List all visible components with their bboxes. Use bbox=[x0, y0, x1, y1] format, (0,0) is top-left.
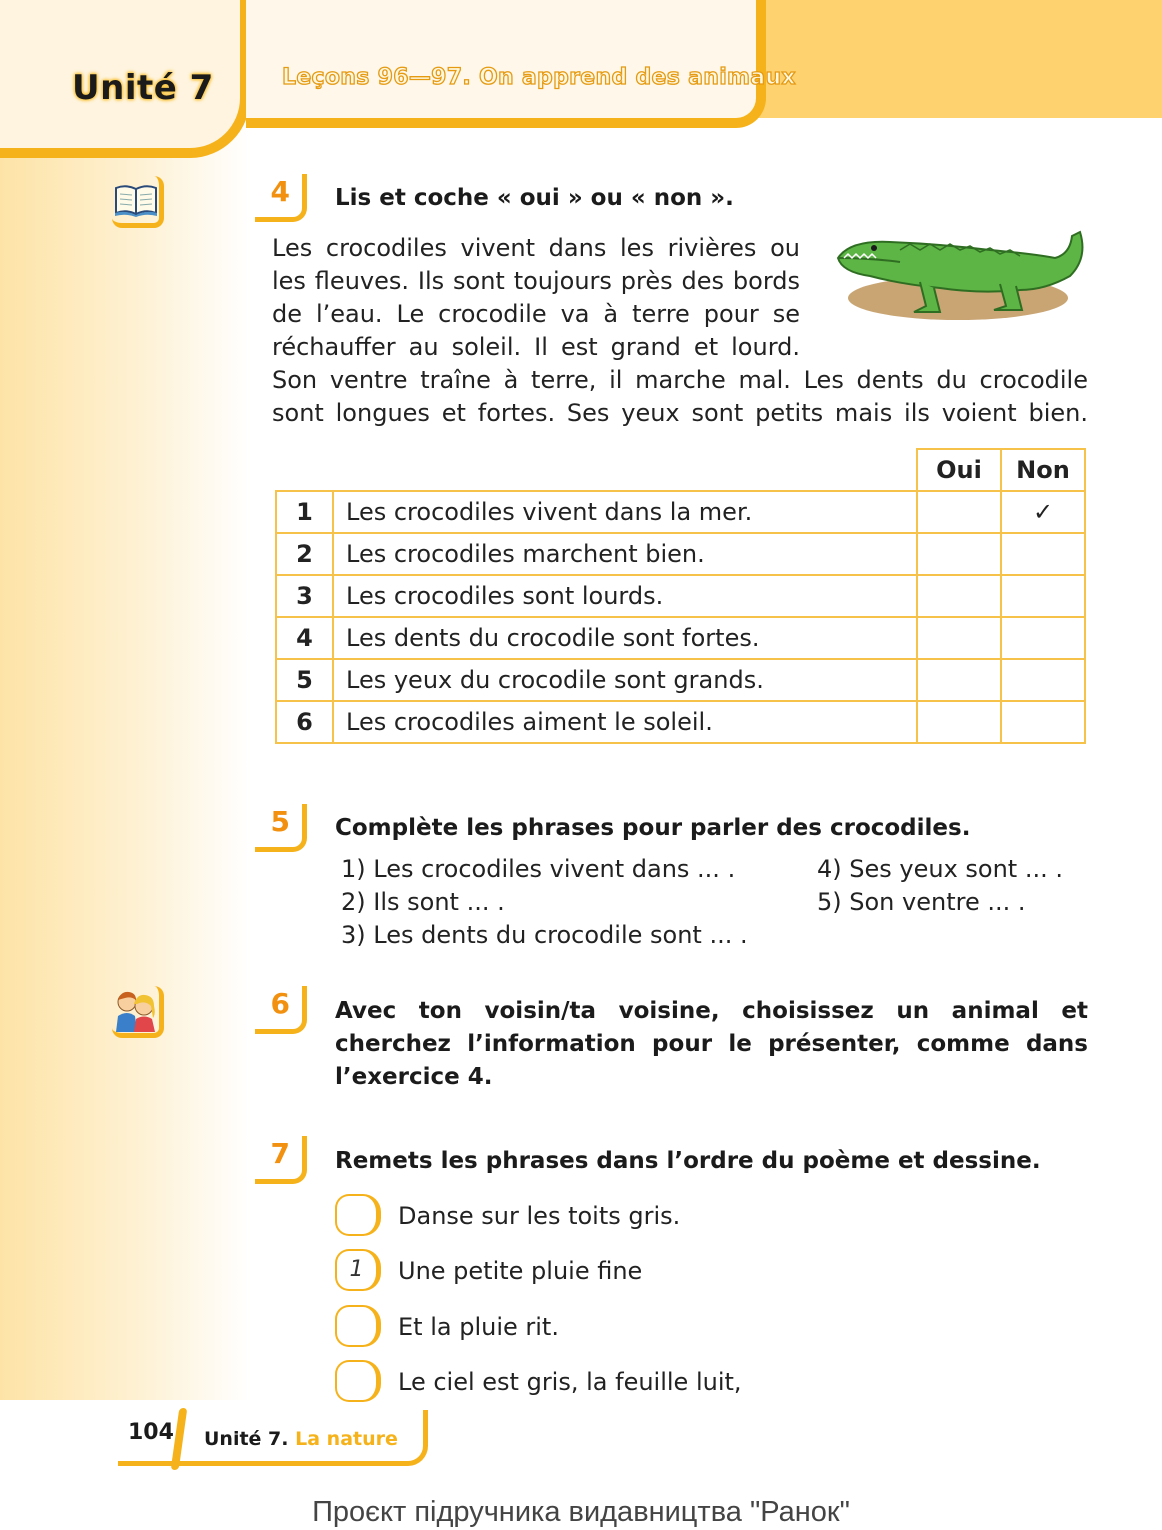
exercise-4-text-line: de l’eau. Le crocodile va à terre pour se bbox=[272, 300, 800, 328]
poem-line: Danse sur les toits gris. bbox=[398, 1202, 681, 1230]
exercise-5-item: 5) Son ventre ... . bbox=[817, 888, 1026, 916]
table-row bbox=[276, 617, 1085, 659]
oui-checkbox[interactable] bbox=[917, 701, 1001, 743]
poem-line: Le ciel est gris, la feuille luit, bbox=[398, 1368, 742, 1396]
exercise-5-item: 4) Ses yeux sont ... . bbox=[817, 855, 1063, 883]
row-number: 1 bbox=[276, 491, 333, 533]
oui-checkbox[interactable] bbox=[917, 491, 1001, 533]
row-statement: Les crocodiles aiment le soleil. bbox=[333, 701, 917, 743]
non-checkbox[interactable] bbox=[1001, 617, 1085, 659]
footer-unit: Unité 7. bbox=[204, 1428, 289, 1450]
col-header-non: Non bbox=[1001, 449, 1085, 491]
lesson-title: Leçons 96—97. On apprend des animaux bbox=[282, 65, 796, 90]
true-false-table bbox=[275, 448, 1086, 744]
table-row bbox=[276, 491, 1085, 533]
table-row bbox=[276, 533, 1085, 575]
exercise-4-text-line: sont longues et fortes. Ses yeux sont petits mais ils voient bien. bbox=[272, 399, 1088, 427]
exercise-6-instruction-line: l’exercice 4. bbox=[335, 1064, 493, 1090]
row-number: 6 bbox=[276, 701, 333, 743]
exercise-6-instruction-line: Avec ton voisin/ta voisine, choisissez un animal et bbox=[335, 998, 1088, 1024]
order-input-box[interactable] bbox=[335, 1194, 381, 1236]
non-checkbox[interactable] bbox=[1001, 659, 1085, 701]
children-icon bbox=[112, 986, 164, 1038]
exercise-4-text-line: Son ventre traîne à terre, il marche mal. Les dents du crocodile bbox=[272, 366, 1088, 394]
row-number: 4 bbox=[276, 617, 333, 659]
exercise-7-number: 7 bbox=[255, 1136, 307, 1184]
row-statement: Les crocodiles vivent dans la mer. bbox=[333, 491, 917, 533]
exercise-4-text-line: les fleuves. Ils sont toujours près des bords bbox=[272, 267, 800, 295]
exercise-7-instruction: Remets les phrases dans l’ordre du poème et dessine. bbox=[335, 1148, 1041, 1174]
order-input-box[interactable] bbox=[335, 1305, 381, 1347]
exercise-6-number: 6 bbox=[255, 986, 307, 1034]
table-row bbox=[276, 575, 1085, 617]
lesson-panel bbox=[246, 0, 766, 128]
page-number: 104 bbox=[128, 1420, 174, 1445]
exercise-5-number: 5 bbox=[255, 804, 307, 852]
table-row bbox=[276, 701, 1085, 743]
exercise-5-item: 1) Les crocodiles vivent dans ... . bbox=[341, 855, 736, 883]
footer-topic: La nature bbox=[295, 1428, 398, 1450]
non-checkbox[interactable] bbox=[1001, 575, 1085, 617]
exercise-4-number: 4 bbox=[255, 174, 307, 222]
non-checkbox[interactable] bbox=[1001, 701, 1085, 743]
table-row bbox=[276, 659, 1085, 701]
exercise-5-instruction: Complète les phrases pour parler des crocodiles. bbox=[335, 815, 971, 841]
oui-checkbox[interactable] bbox=[917, 617, 1001, 659]
row-number: 5 bbox=[276, 659, 333, 701]
poem-line: Une petite pluie fine bbox=[398, 1257, 643, 1285]
row-statement: Les yeux du crocodile sont grands. bbox=[333, 659, 917, 701]
poem-line: Et la pluie rit. bbox=[398, 1313, 559, 1341]
oui-checkbox[interactable] bbox=[917, 533, 1001, 575]
exercise-5-item: 3) Les dents du crocodile sont ... . bbox=[341, 921, 748, 949]
crocodile-illustration bbox=[830, 228, 1092, 328]
col-header-oui: Oui bbox=[917, 449, 1001, 491]
exercise-4-text-line: Les crocodiles vivent dans les rivières ou bbox=[272, 234, 800, 262]
row-number: 3 bbox=[276, 575, 333, 617]
order-input-box[interactable]: 1 bbox=[335, 1249, 381, 1291]
exercise-5-item: 2) Ils sont ... . bbox=[341, 888, 505, 916]
footer-unit-label bbox=[204, 1428, 398, 1450]
row-statement: Les crocodiles sont lourds. bbox=[333, 575, 917, 617]
publisher-note: Проєкт підручника видавництва "Ранок" bbox=[312, 1496, 850, 1528]
order-input-box[interactable] bbox=[335, 1360, 381, 1402]
oui-checkbox[interactable] bbox=[917, 659, 1001, 701]
exercise-6-instruction-line: cherchez l’information pour le présenter, comme dans bbox=[335, 1031, 1088, 1057]
row-number: 2 bbox=[276, 533, 333, 575]
non-checkbox[interactable]: ✓ bbox=[1001, 491, 1085, 533]
exercise-4-text-line: réchauffer au soleil. Il est grand et lourd. bbox=[272, 333, 800, 361]
unit-title: Unité 7 bbox=[72, 68, 214, 108]
row-statement: Les crocodiles marchent bien. bbox=[333, 533, 917, 575]
oui-checkbox[interactable] bbox=[917, 575, 1001, 617]
book-icon bbox=[112, 176, 164, 228]
row-statement: Les dents du crocodile sont fortes. bbox=[333, 617, 917, 659]
non-checkbox[interactable] bbox=[1001, 533, 1085, 575]
exercise-4-instruction: Lis et coche « oui » ou « non ». bbox=[335, 185, 734, 211]
